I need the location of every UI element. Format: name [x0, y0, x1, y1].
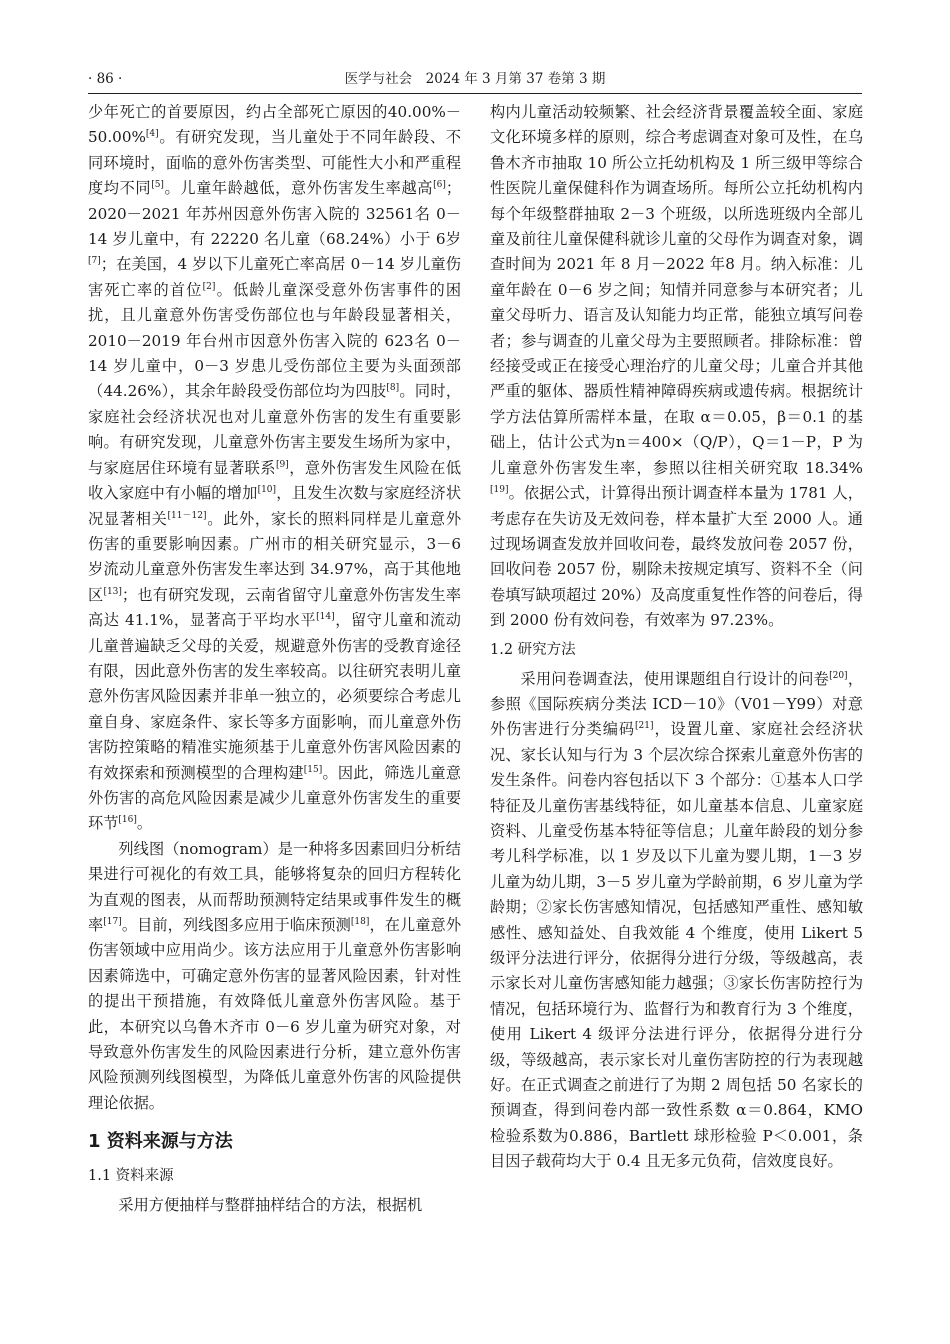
citation-ref: [6]: [433, 180, 446, 191]
text-run: ，留守儿童和流动儿童普遍缺乏父母的关爱，规避意外伤害的受教育途径有限，因此意外伤害的发生率较高。以往研究表明儿童意外伤害风险因素并非单一独立的，必须要综合考虑儿童自身、家庭条件、家长等多方面影响，而儿童意外伤害防控策略的精准实施须基于儿童意外伤害风险因素的有效探索和预测模型的合理构建: [88, 611, 461, 782]
text-run: 。因此，筛选儿童意外伤害的高危风险因素是减少儿童意外伤害发生的重要环节: [88, 763, 462, 833]
text-run: ，且发生次数与家庭经济状况显著相关: [88, 484, 462, 528]
text-run: ，在儿童意外伤害领域中应用尚少。该方法应用于儿童意外伤害影响因素筛选中，可确定意外伤害的显著风险因素，针对性的提出干预措施，有效降低儿童意外伤害风险。基于此，本研究以乌鲁木齐市 0－6 岁儿童为研究对象，对导致意外伤害发生的风险因素进行分析，建立意外伤害风险预测列线图模型，为降低儿童意外伤害的风险提供理论依据。: [88, 916, 462, 1112]
citation-ref: [16]: [118, 815, 137, 826]
text-run: ；也有研究发现，云南省留守儿童意外伤害发生率高达 41.1%，显著高于平均水平: [88, 585, 462, 630]
section-heading: 1 资料来源与方法: [88, 1131, 233, 1153]
paragraph: [490, 667, 863, 1175]
citation-ref: [14]: [316, 612, 335, 623]
text-run: 构内儿童活动较频繁、社会经济背景覆盖较全面、家庭文化环境多样的原则，综合考虑调查对象可及性，在乌鲁木齐市抽取 10 所公立托幼机构及 1 所三级甲等综合性医院儿童保健科作为调查场所。每所公立托幼机构内每个年级整群抽取 2－3 个班级，以所选班级内全部儿童及前往儿童保健科就诊儿童的父母作为调查对象，调查时间为 2021 年 8 月－2022 年8 月。纳入标准：儿童年龄在 0－6 岁之间；知情并同意参与本研究者；儿童父母听力、语言及认知能力均正常，能独立填写问卷者；参与调查的儿童父母为主要照顾者。排除标准：曾经接受或正在接受心理治疗的儿童父母；儿童合并其他严重的躯体、器质性精神障碍疾病或遗传病。根据统计学方法估算所需样本量，在取 α＝0.05，β＝0.1 的基础上，估计公式为n＝400×（Q/P），Q＝1－P，P 为儿童意外伤害发生率，参照以往相关研究取 18.34%: [490, 103, 863, 477]
subsection-heading: 1.2 研究方法: [490, 641, 576, 658]
citation-ref: [8]: [386, 383, 400, 394]
text-run: ；在美国，4 岁以下儿童死亡率高居 0－14 岁儿童伤害死亡率的首位: [88, 255, 461, 299]
text-run: 。: [136, 814, 153, 833]
running-header: [88, 66, 862, 92]
paragraph: [88, 100, 461, 837]
subsection-heading: 1.1 资料来源: [88, 1168, 174, 1185]
citation-ref: [11－12]: [167, 510, 207, 521]
citation-ref: [13]: [103, 586, 122, 597]
right-column: [490, 100, 863, 1175]
page-number: · 86 ·: [88, 71, 123, 87]
text-run: ；2020－2021 年苏州因意外伤害入院的 32561名 0－14 岁儿童中，有 22220 名儿童（68.24%）小于 6岁: [88, 179, 462, 249]
text-run: ，意外伤害发生风险在低收入家庭中有小幅的增加: [88, 458, 462, 503]
paragraph: [490, 100, 863, 634]
text-run: 。目前，列线图多应用于临床预测: [121, 916, 351, 934]
text-run: 少年死亡的首要原因，约占全部死亡原因的40.00%－50.00%: [88, 103, 461, 147]
citation-ref: [18]: [350, 916, 370, 927]
citation-ref: [21]: [635, 721, 654, 732]
header-rule: [88, 93, 862, 94]
text-run: ，设置儿童、家庭社会经济状况、家长认知与行为 3 个层次综合探索儿童意外伤害的发生条件。问卷内容包括以下 3 个部分：①基本人口学特征及儿童伤害基线特征，如儿童基本信息、儿童家庭资料、儿童受伤基本特征等信息；儿童年龄段的划分参考儿科学标准，以 1 岁及以下儿童为婴儿期，1－3 岁儿童为幼儿期，3－5 岁儿童为学龄前期，6 岁儿童为学龄期；②家长伤害感知情况，包括感知严重性、感知敏感性、感知益处、自我效能 4 个维度，使用 Likert 5 级评分法进行评分，依据得分进行分级，等级越高，表示家长对儿童伤害感知能力越强；③家长伤害防控行为情况，包括环境行为、监督行为和教育行为 3 个维度，使用 Likert 4 级评分法进行评分，依据得分进行分级，等级越高，表示家长对儿童伤害防控的行为表现越好。在正式调查之前进行了为期 2 周包括 50 名家长的预调查，得到问卷内部一致性系数 α＝0.864，KMO 检验系数为0.886，Bartlett 球形检验 P＜0.001，条目因子载荷均大于 0.4 且无多元负荷，信效度良好。: [490, 720, 864, 1171]
text-run: 。依据公式，计算得出预计调查样本量为 1781 人，考虑存在失访及无效问卷，样本量扩大至 2000 人。通过现场调查发放并回收问卷，最终发放问卷 2057 份，回收问卷 2057 份，剔除未按规定填写、资料不全（问卷填写缺项超过 20%）及高度重复性作答的问卷后，得到 2000 份有效问卷，有效率为 97.23%。: [490, 484, 863, 630]
citation-ref: [19]: [490, 485, 509, 496]
citation-ref: [7]: [88, 256, 101, 267]
journal-info: 医学与社会 2024 年 3 月第 37 卷第 3 期: [344, 71, 606, 87]
text-run: 采用问卷调查法，使用课题组自行设计的问卷: [520, 669, 830, 688]
citation-ref: [17]: [103, 916, 122, 927]
text-run: 。此外，家长的照料同样是儿童意外伤害的重要影响因素。广州市的相关研究显示，3－6 岁流动儿童意外伤害发生率达到 34.97%，高于其他地区: [88, 509, 462, 604]
text-run: 列线图（nomogram）是一种将多因素回归分析结果进行可视化的有效工具，能够将复杂的回归方程转化为直观的图表，从而帮助预测特定结果或事件发生的概率: [88, 839, 461, 934]
citation-ref: [15]: [303, 764, 323, 775]
citation-ref: [4]: [145, 129, 159, 140]
citation-ref: [20]: [829, 670, 848, 681]
text-run: 。同时，家庭社会经济状况也对儿童意外伤害的发生有重要影响。有研究发现，儿童意外伤害主要发生场所为家中，与家庭居住环境有显著联系: [88, 382, 462, 477]
paragraph: [88, 1193, 461, 1218]
left-column: [88, 100, 461, 1219]
citation-ref: [5]: [151, 180, 164, 191]
paragraph: [88, 837, 461, 1116]
text-run: ，参照《国际疾病分类法 ICD－10》（V01－Y99）对意外伤害进行分类编码: [490, 669, 864, 739]
text-run: 采用方便抽样与整群抽样结合的方法，根据机: [118, 1196, 423, 1215]
text-run: 。有研究发现，当儿童处于不同年龄段、不同环境时，面临的意外伤害类型、可能性大小和严重程度均不同: [88, 128, 461, 198]
text-run: 。低龄儿童深受意外伤害事件的困扰，且儿童意外伤害受伤部位也与年龄段显著相关，2010－2019 年台州市因意外伤害入院的 623名 0－14 岁儿童中，0－3 岁患儿受伤部位主要为头面颈部（44.26%），其余年龄段受伤部位均为四肢: [88, 280, 461, 401]
citation-ref: [9]: [275, 459, 289, 470]
citation-ref: [2]: [202, 281, 216, 292]
text-run: 。儿童年龄越低，意外伤害发生率越高: [163, 179, 434, 198]
citation-ref: [10]: [257, 485, 277, 496]
